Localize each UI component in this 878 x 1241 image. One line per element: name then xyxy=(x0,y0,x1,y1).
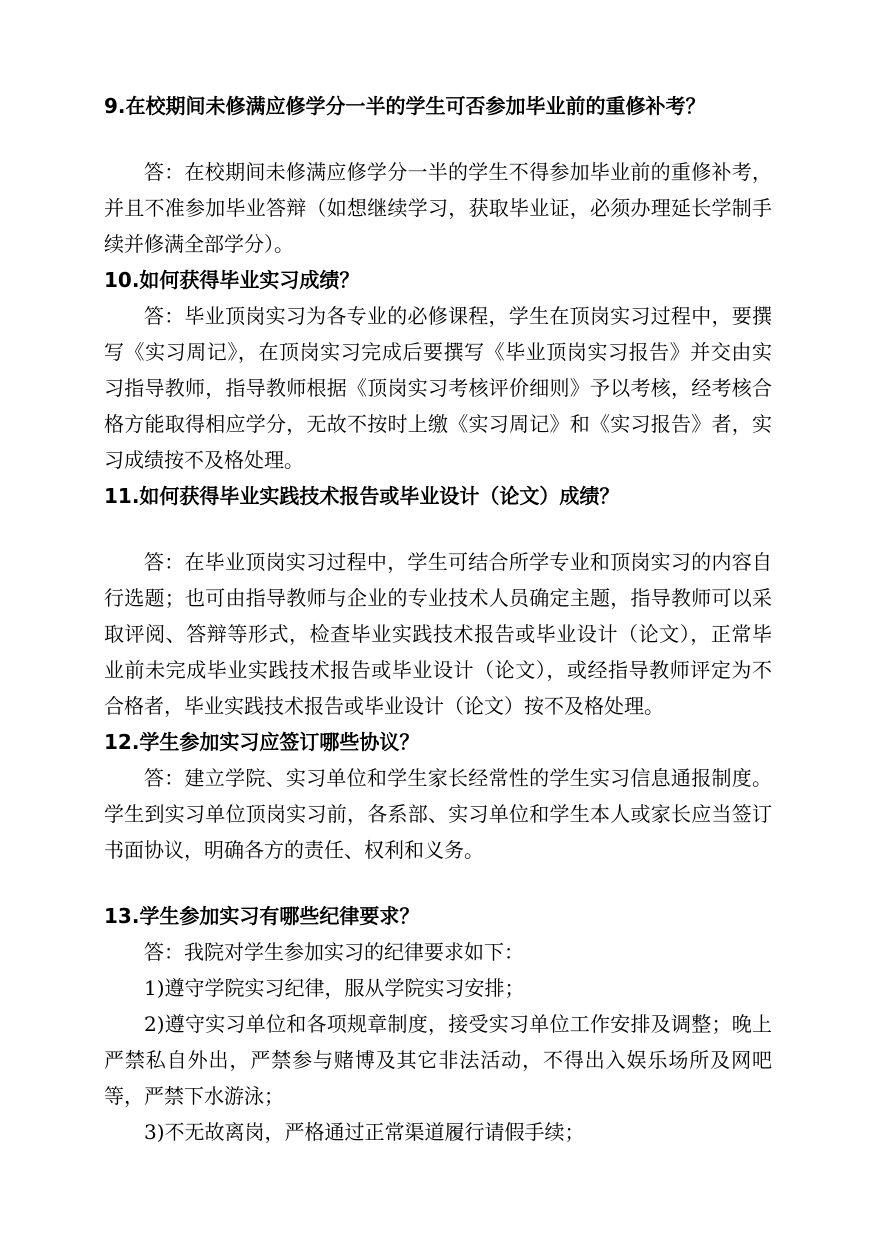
question-heading: 11.如何获得毕业实践技术报告或毕业设计（论文）成绩？ xyxy=(104,484,620,508)
answer-paragraph: 答：毕业顶岗实习为各专业的必修课程，学生在顶岗实习过程中，要撰写《实习周记》，在顶岗实习完成后要撰写《毕业顶岗实习报告》并交由实习指导教师，指导教师根据《顶岗实习考核评价细则》予以考核，经考核合格方能取得相应学分，无故不按时上缴《实习周记》和《实习报告》者，实习成绩按不及格处理。 xyxy=(104,304,772,472)
answer-paragraph: 答：我院对学生参加实习的纪律要求如下： xyxy=(144,940,524,964)
list-item: 3)不无故离岗，严格通过正常渠道履行请假手续； xyxy=(144,1120,585,1144)
answer-paragraph: 答：在毕业顶岗实习过程中，学生可结合所学专业和顶岗实习的内容自行选题；也可由指导教师与企业的专业技术人员确定主题，指导教师可以采取评阅、答辩等形式，检查毕业实践技术报告或毕业设计（论文），正常毕业前未完成毕业实践技术报告或毕业设计（论文），或经指导教师评定为不合格者，毕业实践技术报告或毕业设计（论文）按不及格处理。 xyxy=(104,550,772,718)
list-item: 2)遵守实习单位和各项规章制度，接受实习单位工作安排及调整；晚上严禁私自外出，严禁参与赌博及其它非法活动，不得出入娱乐场所及网吧等，严禁下水游泳； xyxy=(104,1012,772,1108)
question-heading: 9.在校期间未修满应修学分一半的学生可否参加毕业前的重修补考？ xyxy=(104,94,706,118)
answer-paragraph: 答：建立学院、实习单位和学生家长经常性的学生实习信息通报制度。学生到实习单位顶岗实习前，各系部、实习单位和学生本人或家长应当签订书面协议，明确各方的责任、权利和义务。 xyxy=(104,766,772,862)
question-heading: 10.如何获得毕业实习成绩？ xyxy=(104,268,360,292)
list-item: 1)遵守学院实习纪律，服从学院实习安排； xyxy=(144,976,525,1000)
question-heading: 13.学生参加实习有哪些纪律要求？ xyxy=(104,904,420,928)
document-page xyxy=(104,0,772,1150)
question-heading: 12.学生参加实习应签订哪些协议？ xyxy=(104,730,420,754)
answer-paragraph: 答：在校期间未修满应修学分一半的学生不得参加毕业前的重修补考，并且不准参加毕业答辩（如想继续学习，获取毕业证，必须办理延长学制手续并修满全部学分）。 xyxy=(104,160,772,256)
